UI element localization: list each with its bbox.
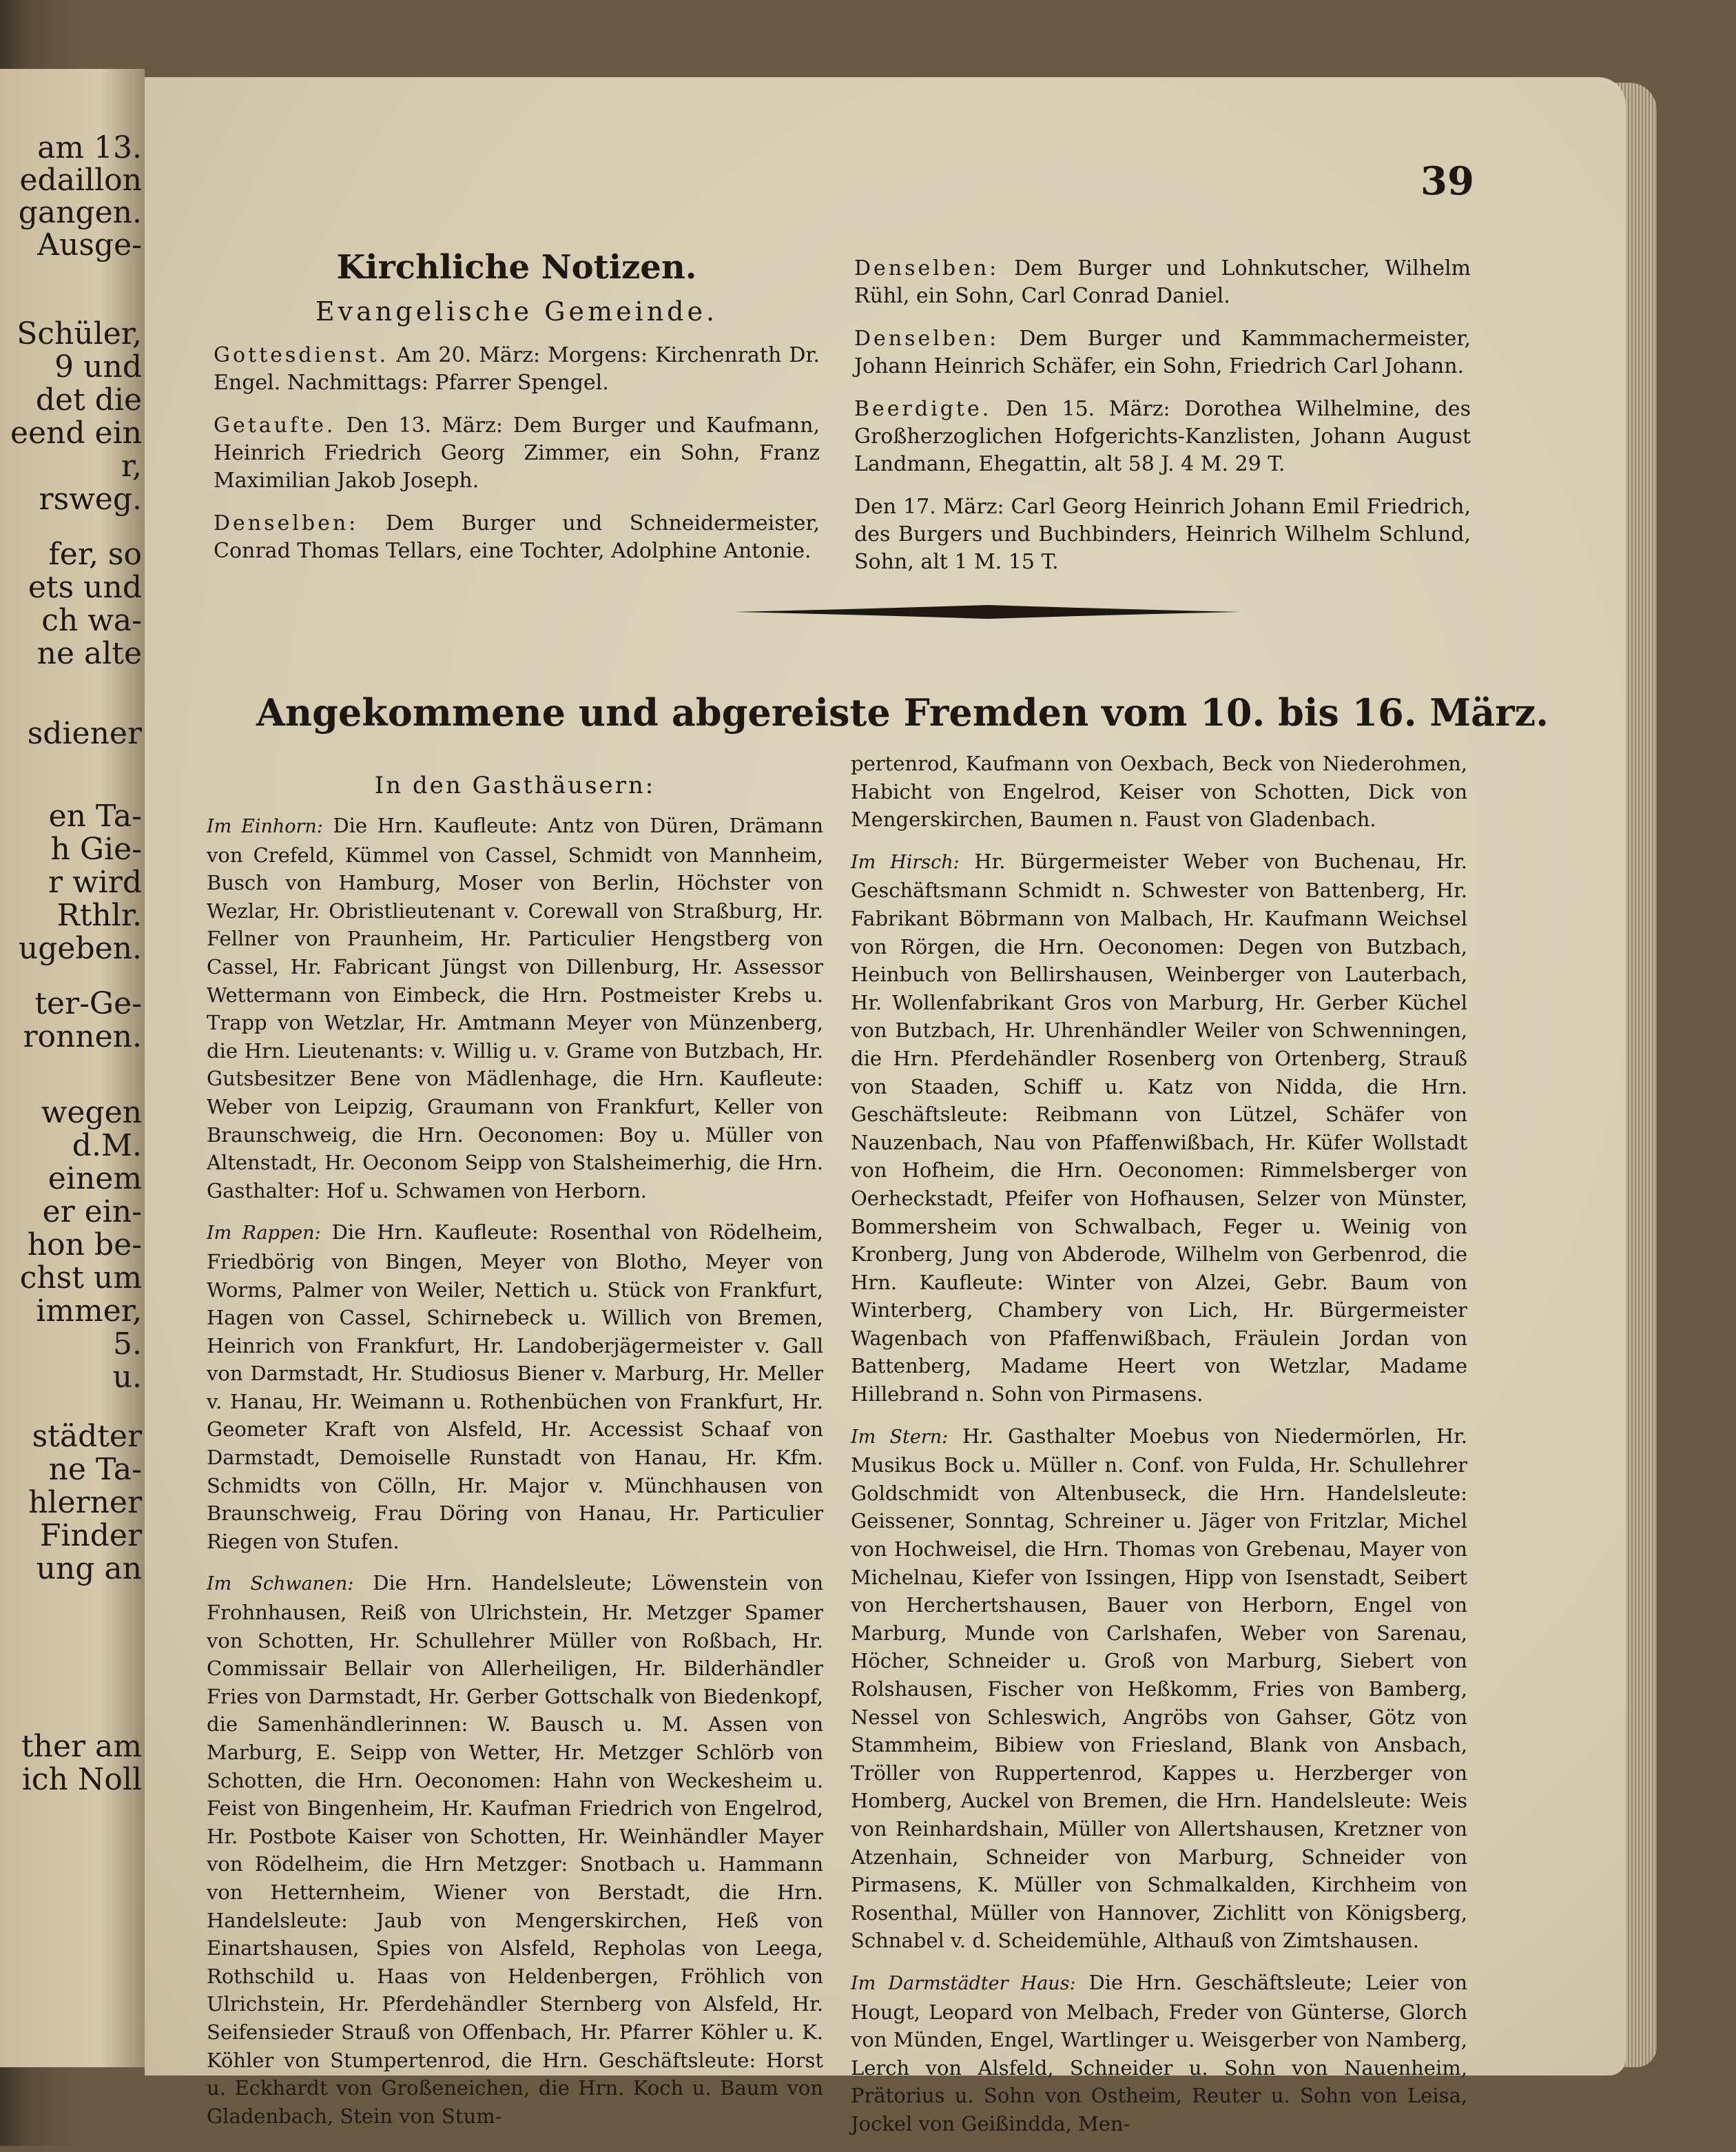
left-page-line: immer, <box>36 1293 142 1329</box>
baptized-paragraph-4 <box>854 325 1471 380</box>
left-page-line: det die <box>35 382 142 418</box>
left-page-line: ter-Ge- <box>34 986 142 1021</box>
left-page-line: chst um <box>19 1260 142 1295</box>
same2-lead: Denselben: <box>854 256 1000 280</box>
strangers-left-column <box>207 772 823 2144</box>
left-page-line: ugeben. <box>18 931 142 966</box>
buried-paragraph <box>854 396 1471 478</box>
darmstaedter-text: Die Hrn. Geschäftsleute; Leier von Hougt, Leopard von Melbach, Freder von Günterse, Glorch von Münden, Engel, Wartlinger u. Weisgerber von Namberg, Lerch von Alsfeld, Schneider u. Sohn von Nauenheim, Prätorius u. Sohn von Ostheim, Reuter u. Sohn von Leisa, Jockel von Geißindda, Men- <box>851 1970 1467 2135</box>
left-page-line: sdiener <box>27 716 142 751</box>
stern-paragraph <box>851 1422 1467 1955</box>
left-page-line: ung an <box>36 1551 142 1586</box>
left-page-line: d.M. <box>72 1128 142 1163</box>
baptized-text: Den 13. März: Dem Burger und Kaufmann, Heinrich Friedrich Georg Zimmer, ein Sohn, Franz Maximilian Jakob Joseph. <box>214 413 820 493</box>
same2-text: Dem Burger und Lohnkutscher, Wilhelm Rühl, ein Sohn, Carl Conrad Daniel. <box>854 256 1471 308</box>
einhorn-label: Im Einhorn: <box>207 816 323 837</box>
same1-lead: Denselben: <box>214 511 359 535</box>
stern-label: Im Stern: <box>851 1426 949 1448</box>
left-page-line: ich Noll <box>21 1762 142 1797</box>
left-page-line: edaillon <box>19 163 142 198</box>
left-page-line: städter <box>32 1419 142 1454</box>
stern-text: Hr. Gasthalter Moebus von Niedermörlen, Hr. Musikus Bock u. Müller n. Conf. von Fulda, Hr. Schullehrer Goldschmidt von Altenbuseck, die Hrn. Handelsleute: Geissener, Sonntag, Schreiner u. Jäger von Fritzlar, Michel von Hochweisel, die Hrn. Thomas von Grebenau, Mayer von Michelnau, Kiefer von Issingen, Hipp von Isenstadt, Seibert von Herchertshausen, Bauer von Herborn, Engel von Marburg, Munde von Carlshafen, Weber von Sarenau, Höcher, Schneider u. Groß von Marburg, Siebert von Rolshausen, Fischer von Heßkomm, Fries von Bamberg, Nessel von Schleswich, Angröbs von Gahser, Götz von Stammheim, Bibiew von Friesland, Blank von Ansbach, Tröller von Ruppertenrod, Kappes u. Herzberger von Homberg, Auckel von Bremen, die Hrn. Handelsleute: Weis von Reinhardshain, Müller von Allertshausen, Kretzner von Atzenhain, Schneider von Marburg, Schneider von Pirmasens, K. Müller von Schmalkalden, Kirchheim von Rosenthal, Müller von Hannover, Zichlitt von Königsberg, Schnabel v. d. Scheidemühle, Althauß von Zimtshausen. <box>851 1424 1467 1953</box>
left-page-line: wegen <box>41 1095 142 1130</box>
left-page-line: h Gie- <box>50 832 142 867</box>
left-page-line: Schüler, <box>17 316 142 351</box>
left-page-line: u. <box>112 1360 142 1395</box>
swell-rule-icon <box>734 600 1240 624</box>
page-number: 39 <box>1420 158 1474 204</box>
buried2-text: Den 17. März: Carl Georg Heinrich Johann Emil Friedrich, des Burgers und Buchbinders, Heinrich Wilhelm Schlund, Sohn, alt 1 M. 15 T. <box>854 495 1471 574</box>
schwanen-text: Die Hrn. Handelsleute; Löwenstein von Frohnhausen, Reiß von Ulrichstein, Hr. Metzger Spamer von Schotten, Hr. Schullehrer Müller von Roßbach, Hr. Commissair Bellair von Allerheiligen, Hr. Bilderhändler Fries von Darmstadt, Hr. Gerber Gottschalk von Biedenkopf, die Samenhändlerinnen: W. Bausch u. M. Assen von Marburg, E. Seipp von Wetter, Hr. Metzger Schlörb von Schotten, die Hrn. Oeconomen: Hahn von Weckesheim u. Feist von Bingenheim, Hr. Kaufman Friedrich von Engelrod, Hr. Postbote Kaiser von Schotten, Hr. Weinhändler Mayer von Rödelheim, die Hrn Metzger: Snotbach u. Hammann von Hetternheim, Wiener von Berstadt, die Hrn. Handelsleute: Jaub von Mengerskirchen, Heß von Einartshausen, Spies von Alsfeld, Repholas von Leega, Rothschild u. Haas von Heldenbergen, Fröhlich von Ulrichstein, Hr. Pferdehändler Sternberg von Alsfeld, Hr. Seifensieder Strauß von Offenbach, Hr. Pfarrer Köhler u. K. Köhler von Stumpertenrod, die Hrn. Geschäftsleute: Horst u. Eckhardt von Großeneichen, die Hrn. Koch u. Baum von Gladenbach, Stein von Stum- <box>207 1571 824 2128</box>
left-page-line: ther am <box>21 1729 142 1764</box>
left-page-line: Ausge- <box>37 227 142 263</box>
church-notices-right <box>854 255 1471 591</box>
left-page-line: ch wa- <box>41 603 142 638</box>
darmstaedter-paragraph <box>851 1969 1467 2138</box>
left-page-line: gangen. <box>18 195 142 230</box>
schwanen-label: Im Schwanen: <box>207 1573 354 1595</box>
einhorn-paragraph <box>207 812 823 1205</box>
strangers-right-column <box>851 750 1467 2152</box>
buried-paragraph-2 <box>854 493 1471 576</box>
left-page-line: en Ta- <box>48 799 142 834</box>
rappen-text: Die Hrn. Kaufleute: Rosenthal von Rödelheim, Friedbörig von Bingen, Meyer von Blotho, Meyer von Worms, Palmer von Weiler, Nettich u. Stück von Frankfurt, Hagen von Cassel, Schirnebeck u. Willich von Bremen, Heinrich von Frankfurt, Hr. Landoberjägermeister v. Gall von Darmstadt, Hr. Studiosus Biener v. Marburg, Hr. Meller v. Hanau, Hr. Weimann u. Rothenbüchen von Frankfurt, Hr. Geometer Kraft von Alsfeld, Hr. Accessist Schaaf von Darmstadt, Demoiselle Runstadt von Hanau, Hr. Kfm. Schmidts von Cölln, Hr. Major v. Münchhausen von Braunschweig, Frau Döring von Hanau, Hr. Particulier Riegen von Stufen. <box>207 1220 824 1553</box>
left-page-line: hon be- <box>27 1227 142 1262</box>
church-notices-left <box>214 248 820 580</box>
left-page-line: 5. <box>113 1326 142 1362</box>
left-page-line: fer, so <box>48 537 142 572</box>
left-page-line: ronnen. <box>23 1019 142 1054</box>
einhorn-text: Die Hrn. Kaufleute: Antz von Düren, Drämann von Crefeld, Kümmel von Cassel, Schmidt von Mannheim, Busch von Hamburg, Moser von Berlin, Höchster von Wezlar, Hr. Obristlieutenant v. Corewall von Straßburg, Hr. Fellner von Praunheim, Hr. Particulier Hengstberg von Cassel, Hr. Fabricant Jüngst von Dillenburg, Hr. Assessor Wettermann von Eimbeck, die Hrn. Postmeister Krebs u. Trapp von Wetzlar, Hr. Amtmann Meyer von Münzenberg, die Hrn. Lieutenants: v. Willig u. v. Grame von Butzbach, Hr. Gutsbesitzer Bene von Mädlenhage, die Hrn. Kaufleute: Weber von Leipzig, Graumann von Frankfurt, Keller von Braunschweig, die Hrn. Oeconomen: Boy u. Müller von Altenstadt, Hr. Oeconom Seipp von Stalsheimerhig, die Hrn. Gasthalter: Hof u. Schwamen von Herborn. <box>207 814 823 1202</box>
left-page-line: Finder <box>39 1518 142 1553</box>
left-page-line: r, <box>121 449 142 484</box>
same1-text: Dem Burger und Schneidermeister, Conrad Thomas Tellars, eine Tochter, Adolphine Antonie. <box>214 511 820 563</box>
baptized-paragraph-2 <box>214 510 820 565</box>
left-page-line: er ein- <box>42 1194 142 1229</box>
worship-paragraph <box>214 342 820 397</box>
same3-text: Dem Burger und Kammmachermeister, Johann Heinrich Schäfer, ein Sohn, Friedrich Carl Johann. <box>854 327 1471 378</box>
left-page-line: ne alte <box>37 636 142 671</box>
left-page-line: rsweg. <box>39 482 142 517</box>
same3-lead: Denselben: <box>854 327 1000 351</box>
strangers-title: Angekommene und abgereiste Fremden vom 10. bis 16. März. <box>256 690 1549 735</box>
rappen-paragraph <box>207 1218 823 1555</box>
left-page-line: hlerner <box>28 1485 142 1520</box>
church-notices-title: Kirchliche Notizen. <box>336 248 697 287</box>
baptized-paragraph <box>214 412 820 495</box>
left-page-line: ne Ta- <box>48 1452 142 1487</box>
left-page-line: am 13. <box>37 130 142 165</box>
buried-lead: Beerdigte. <box>854 397 992 421</box>
buried-text: Den 15. März: Dorothea Wilhelmine, des Großherzoglichen Hofgerichts-Kanzlisten, Johann August Landmann, Ehegattin, alt 58 J. 4 M. 29 T. <box>854 397 1471 476</box>
left-page-fragment <box>0 69 145 2067</box>
hirsch-label: Im Hirsch: <box>851 851 960 873</box>
left-page-line: Rthlr. <box>56 898 142 933</box>
left-page-line: ets und <box>28 570 142 605</box>
hirsch-text: Hr. Bürgermeister Weber von Buchenau, Hr. Geschäftsmann Schmidt n. Schwester von Battenberg, Hr. Fabrikant Böbrmann von Malbach, Hr. Kaufmann Weichsel von Rörgen, die Hrn. Oeconomen: Degen von Butzbach, Heinbuch von Bellirshausen, Weinberger von Lauterbach, Hr. Wollenfabrikant Gros von Marburg, Hr. Gerber Küchel von Butzbach, Hr. Uhrenhändler Weiler von Schwenningen, die Hrn. Pferdehändler Rosenberg von Ortenberg, Strauß von Staaden, Schiff u. Katz von Nidda, die Hrn. Geschäftsleute: Reibmann von Lützel, Schäfer von Nauzenbach, Nau von Pfaffenwißbach, Hr. Küfer Wollstadt von Hofheim, die Hrn. Oeconomen: Rimmelsberger von Oerheckstadt, Pfeifer von Hofhausen, Selzer von Münster, Bommersheim von Schwalbach, Feger u. Weinig von Kronberg, Jung von Abderode, Wilhelm von Gerbenrod, die Hrn. Kaufleute: Winter von Alzei, Gebr. Baum von Winterberg, Chambery von Lich, Hr. Bürgermeister Wagenbach von Pfaffenwißbach, Fräulein Jordan von Battenberg, Madame Heert von Wetzlar, Madame Hillebrand n. Sohn von Pirmasens. <box>851 849 1468 1406</box>
left-page-line: r wird <box>48 865 142 900</box>
strangers-subtitle: In den Gasthäusern: <box>374 772 656 799</box>
left-page-line: eend ein <box>10 416 142 451</box>
hirsch-paragraph <box>851 848 1467 1408</box>
continuation-text: pertenrod, Kaufmann von Oexbach, Beck von Niederohmen, Habicht von Engelrod, Keiser von Schotten, Dick von Mengerskirchen, Baumen n. Faust von Gladenbach. <box>851 752 1467 832</box>
worship-lead: Gottesdienst. <box>214 343 389 367</box>
baptized-lead: Getaufte. <box>214 413 336 438</box>
left-page-line: 9 und <box>54 349 142 385</box>
baptized-paragraph-3 <box>854 255 1471 310</box>
decorative-rule <box>734 600 1240 624</box>
darmstaedter-label: Im Darmstädter Haus: <box>851 1972 1076 1994</box>
left-page-line: einem <box>48 1161 142 1196</box>
church-notices-subtitle: Evangelische Gemeinde. <box>315 296 719 327</box>
schwanen-paragraph <box>207 1569 823 2130</box>
continuation-paragraph <box>851 750 1467 834</box>
rappen-label: Im Rappen: <box>207 1222 321 1244</box>
worship-text: Am 20. März: Morgens: Kirchenrath Dr. Engel. Nachmittags: Pfarrer Spengel. <box>214 343 820 395</box>
